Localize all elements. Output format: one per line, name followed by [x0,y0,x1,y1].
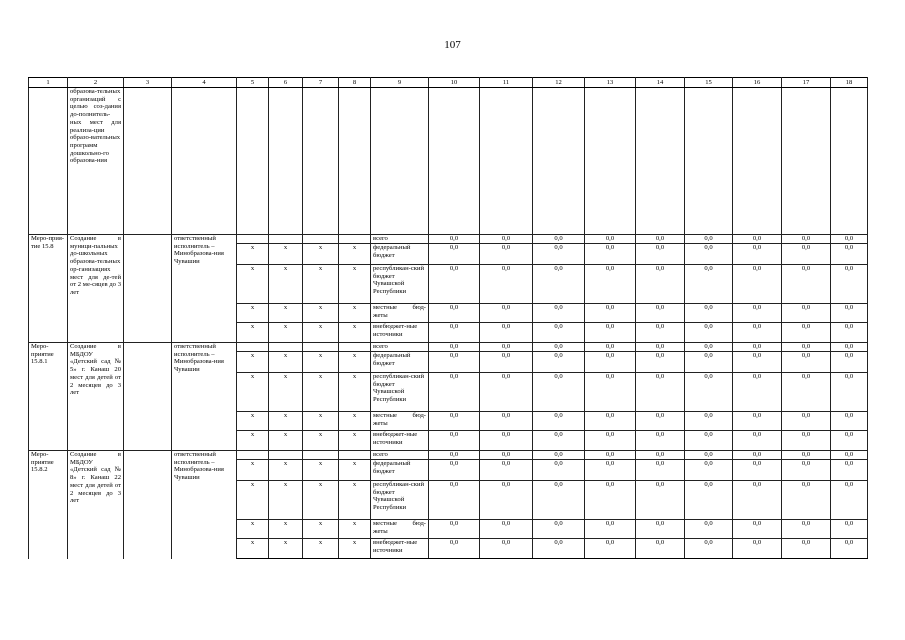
code-cell: x [339,539,371,559]
value-cell: 0,0 [533,352,585,373]
funding-source: местные бюд-жеты [371,520,429,539]
code-cell [303,343,339,352]
value-cell: 0,0 [429,343,480,352]
code-cell [339,343,371,352]
value-cell: 0,0 [636,451,685,460]
page-number: 107 [444,39,461,51]
code-cell: x [237,431,269,451]
value-cell: 0,0 [533,481,585,520]
code-cell: x [303,304,339,323]
code-cell: x [269,539,303,559]
value-cell: 0,0 [733,343,782,352]
header-col-18: 18 [831,78,868,88]
value-cell: 0,0 [585,323,636,343]
cont-col-5 [237,88,269,235]
code-cell [303,451,339,460]
code-cell: x [339,520,371,539]
value-cell: 0,0 [429,431,480,451]
value-cell: 0,0 [429,412,480,431]
cont-col-14 [636,88,685,235]
funding-source: внебюджет-ные источники [371,323,429,343]
value-cell: 0,0 [480,304,533,323]
value-cell: 0,0 [429,373,480,412]
value-cell: 0,0 [480,323,533,343]
code-cell: x [303,412,339,431]
code-cell: x [303,352,339,373]
value-cell: 0,0 [636,539,685,559]
code-cell: x [339,431,371,451]
value-cell: 0,0 [533,520,585,539]
code-cell: x [269,520,303,539]
value-cell: 0,0 [533,323,585,343]
value-cell: 0,0 [585,265,636,304]
header-col-15: 15 [685,78,733,88]
cont-col-15 [685,88,733,235]
value-cell: 0,0 [636,460,685,481]
code-cell: x [269,265,303,304]
code-cell: x [269,352,303,373]
code-cell: x [269,323,303,343]
value-cell: 0,0 [480,539,533,559]
value-cell: 0,0 [733,451,782,460]
value-cell: 0,0 [429,460,480,481]
value-cell: 0,0 [533,235,585,244]
value-cell: 0,0 [636,481,685,520]
header-col-7: 7 [303,78,339,88]
value-cell: 0,0 [782,352,831,373]
value-cell: 0,0 [636,352,685,373]
value-cell: 0,0 [685,451,733,460]
value-cell: 0,0 [429,244,480,265]
value-cell: 0,0 [733,412,782,431]
value-cell: 0,0 [429,323,480,343]
value-cell: 0,0 [831,431,868,451]
measure-description: Создание в МБДОУ «Детский сад № 8» г. Канаш 22 мест для детей от 2 месяцев до 3 лет [68,451,124,559]
value-cell: 0,0 [533,460,585,481]
value-cell: 0,0 [685,343,733,352]
value-cell: 0,0 [733,431,782,451]
code-cell: x [303,323,339,343]
funding-source: всего [371,235,429,244]
value-cell: 0,0 [429,451,480,460]
value-cell: 0,0 [782,412,831,431]
value-cell: 0,0 [831,265,868,304]
value-cell: 0,0 [636,323,685,343]
funding-source: республикан-ский бюджет Чувашской Республики [371,481,429,520]
value-cell: 0,0 [685,412,733,431]
value-cell: 0,0 [480,373,533,412]
cont-col-11 [480,88,533,235]
value-cell: 0,0 [831,352,868,373]
value-cell: 0,0 [480,481,533,520]
measure-number: Меро-прия-тие 15.8 [29,235,68,343]
value-cell: 0,0 [480,343,533,352]
funding-source: всего [371,451,429,460]
value-cell: 0,0 [782,304,831,323]
header-row [29,78,868,88]
value-cell: 0,0 [429,520,480,539]
value-cell: 0,0 [533,373,585,412]
value-cell: 0,0 [585,431,636,451]
header-col-17: 17 [782,78,831,88]
cont-col-8 [339,88,371,235]
value-cell: 0,0 [831,481,868,520]
value-cell: 0,0 [782,431,831,451]
code-cell [269,451,303,460]
cont-col-17 [782,88,831,235]
header-col-9: 9 [371,78,429,88]
code-cell: x [269,373,303,412]
value-cell: 0,0 [685,235,733,244]
value-cell: 0,0 [480,412,533,431]
value-cell: 0,0 [831,539,868,559]
header-col-3: 3 [124,78,172,88]
header-col-10: 10 [429,78,480,88]
value-cell: 0,0 [585,373,636,412]
cont-col-9 [371,88,429,235]
value-cell: 0,0 [733,460,782,481]
value-cell: 0,0 [480,431,533,451]
value-cell: 0,0 [782,235,831,244]
value-cell: 0,0 [585,520,636,539]
funding-source: всего [371,343,429,352]
code-cell [269,235,303,244]
code-cell: x [303,481,339,520]
value-cell: 0,0 [782,451,831,460]
value-cell: 0,0 [733,352,782,373]
value-cell: 0,0 [429,352,480,373]
code-cell: x [339,373,371,412]
measure-col-3 [124,343,172,451]
header-col-14: 14 [636,78,685,88]
value-cell: 0,0 [480,265,533,304]
value-cell: 0,0 [831,235,868,244]
value-cell: 0,0 [782,323,831,343]
code-cell [269,343,303,352]
value-cell: 0,0 [782,539,831,559]
cont-col-7 [303,88,339,235]
cont-col-10 [429,88,480,235]
value-cell: 0,0 [733,373,782,412]
value-cell: 0,0 [429,539,480,559]
value-cell: 0,0 [480,451,533,460]
code-cell [303,235,339,244]
code-cell: x [269,460,303,481]
code-cell: x [339,460,371,481]
value-cell: 0,0 [685,304,733,323]
responsible-executor: ответственный исполнитель – Минобразова-ния Чувашии [172,451,237,559]
value-cell: 0,0 [685,265,733,304]
value-cell: 0,0 [831,520,868,539]
header-col-6: 6 [269,78,303,88]
cont-col-6 [269,88,303,235]
header-col-4: 4 [172,78,237,88]
funding-source: федеральный бюджет [371,352,429,373]
value-cell: 0,0 [831,304,868,323]
measure-col-3 [124,235,172,343]
value-cell: 0,0 [636,520,685,539]
value-cell: 0,0 [429,481,480,520]
funding-source: местные бюд-жеты [371,412,429,431]
code-cell: x [237,373,269,412]
code-cell: x [237,481,269,520]
value-cell: 0,0 [831,451,868,460]
value-cell: 0,0 [533,412,585,431]
cont-col-12 [533,88,585,235]
continuation-row [29,88,868,235]
header-col-16: 16 [733,78,782,88]
table-row [29,235,868,244]
value-cell: 0,0 [429,304,480,323]
value-cell: 0,0 [480,244,533,265]
code-cell: x [237,323,269,343]
value-cell: 0,0 [480,235,533,244]
value-cell: 0,0 [733,520,782,539]
budget-table [28,77,868,559]
value-cell: 0,0 [585,343,636,352]
value-cell: 0,0 [636,235,685,244]
value-cell: 0,0 [685,323,733,343]
value-cell: 0,0 [733,481,782,520]
value-cell: 0,0 [480,460,533,481]
cont-col-13 [585,88,636,235]
code-cell: x [237,244,269,265]
value-cell: 0,0 [585,451,636,460]
value-cell: 0,0 [685,539,733,559]
value-cell: 0,0 [480,520,533,539]
code-cell: x [303,244,339,265]
value-cell: 0,0 [585,235,636,244]
funding-source: федеральный бюджет [371,460,429,481]
header-col-5: 5 [237,78,269,88]
funding-source: республикан-ский бюджет Чувашской Республики [371,265,429,304]
cont-col-4 [172,88,237,235]
value-cell: 0,0 [585,352,636,373]
code-cell: x [237,460,269,481]
funding-source: республикан-ский бюджет Чувашской Республики [371,373,429,412]
value-cell: 0,0 [831,460,868,481]
value-cell: 0,0 [733,235,782,244]
value-cell: 0,0 [782,481,831,520]
value-cell: 0,0 [685,520,733,539]
code-cell: x [237,539,269,559]
value-cell: 0,0 [831,412,868,431]
value-cell: 0,0 [733,244,782,265]
value-cell: 0,0 [636,244,685,265]
code-cell: x [269,304,303,323]
value-cell: 0,0 [636,304,685,323]
value-cell: 0,0 [585,412,636,431]
measure-number: Меро-приятие 15.8.1 [29,343,68,451]
code-cell: x [303,265,339,304]
code-cell [339,451,371,460]
value-cell: 0,0 [685,373,733,412]
header-col-2: 2 [68,78,124,88]
code-cell: x [303,539,339,559]
value-cell: 0,0 [685,352,733,373]
value-cell: 0,0 [585,481,636,520]
code-cell: x [269,431,303,451]
value-cell: 0,0 [685,460,733,481]
code-cell: x [303,373,339,412]
code-cell: x [303,431,339,451]
cont-col-1 [29,88,68,235]
header-col-8: 8 [339,78,371,88]
cont-col-3 [124,88,172,235]
code-cell: x [303,460,339,481]
code-cell [237,343,269,352]
measure-number: Меро-приятие 15.8.2 [29,451,68,559]
value-cell: 0,0 [533,265,585,304]
value-cell: 0,0 [533,304,585,323]
value-cell: 0,0 [685,431,733,451]
code-cell: x [269,481,303,520]
code-cell: x [339,304,371,323]
value-cell: 0,0 [429,265,480,304]
value-cell: 0,0 [733,265,782,304]
value-cell: 0,0 [533,539,585,559]
code-cell: x [237,520,269,539]
responsible-executor: ответственный исполнитель – Минобразова-ния Чувашии [172,235,237,343]
code-cell: x [269,412,303,431]
cont-description: образова-тельных организаций с целью соз-дания до-полнитель-ных мест для реализа-ции образо-вательных программ дошкольно-го образова-ния [68,88,124,235]
code-cell: x [269,244,303,265]
header-col-1: 1 [29,78,68,88]
code-cell [237,451,269,460]
funding-source: внебюджет-ные источники [371,431,429,451]
value-cell: 0,0 [585,304,636,323]
funding-source: федеральный бюджет [371,244,429,265]
value-cell: 0,0 [733,304,782,323]
value-cell: 0,0 [585,244,636,265]
value-cell: 0,0 [636,431,685,451]
cont-col-18 [831,88,868,235]
funding-source: местные бюд-жеты [371,304,429,323]
value-cell: 0,0 [636,412,685,431]
cont-col-16 [733,88,782,235]
value-cell: 0,0 [782,343,831,352]
code-cell: x [237,304,269,323]
value-cell: 0,0 [733,539,782,559]
value-cell: 0,0 [685,244,733,265]
code-cell: x [339,481,371,520]
table-row [29,451,868,460]
value-cell: 0,0 [636,343,685,352]
code-cell: x [339,352,371,373]
value-cell: 0,0 [685,481,733,520]
value-cell: 0,0 [585,539,636,559]
code-cell: x [237,352,269,373]
value-cell: 0,0 [782,265,831,304]
header-col-11: 11 [480,78,533,88]
header-col-12: 12 [533,78,585,88]
code-cell [339,235,371,244]
value-cell: 0,0 [585,460,636,481]
value-cell: 0,0 [533,244,585,265]
code-cell: x [237,265,269,304]
code-cell: x [339,323,371,343]
responsible-executor: ответственный исполнитель – Минобразова-ния Чувашии [172,343,237,451]
table-row [29,343,868,352]
value-cell: 0,0 [480,352,533,373]
value-cell: 0,0 [636,373,685,412]
code-cell: x [339,412,371,431]
value-cell: 0,0 [636,265,685,304]
header-col-13: 13 [585,78,636,88]
value-cell: 0,0 [533,451,585,460]
measure-description: Создание в муници-пальных до-школьных образова-тельных ор-ганизациях мест для де-тей от 2 ме-сяцев до 3 лет [68,235,124,343]
code-cell: x [339,244,371,265]
code-cell [237,235,269,244]
value-cell: 0,0 [533,431,585,451]
value-cell: 0,0 [782,244,831,265]
measure-col-3 [124,451,172,559]
value-cell: 0,0 [782,373,831,412]
value-cell: 0,0 [831,323,868,343]
value-cell: 0,0 [533,343,585,352]
code-cell: x [237,412,269,431]
value-cell: 0,0 [831,343,868,352]
value-cell: 0,0 [782,460,831,481]
measure-description: Создание в МБДОУ «Детский сад № 5» г. Канаш 20 мест для детей от 2 месяцев до 3 лет [68,343,124,451]
value-cell: 0,0 [831,373,868,412]
value-cell: 0,0 [733,323,782,343]
value-cell: 0,0 [831,244,868,265]
value-cell: 0,0 [429,235,480,244]
value-cell: 0,0 [782,520,831,539]
funding-source: внебюджет-ные источники [371,539,429,559]
code-cell: x [339,265,371,304]
code-cell: x [303,520,339,539]
